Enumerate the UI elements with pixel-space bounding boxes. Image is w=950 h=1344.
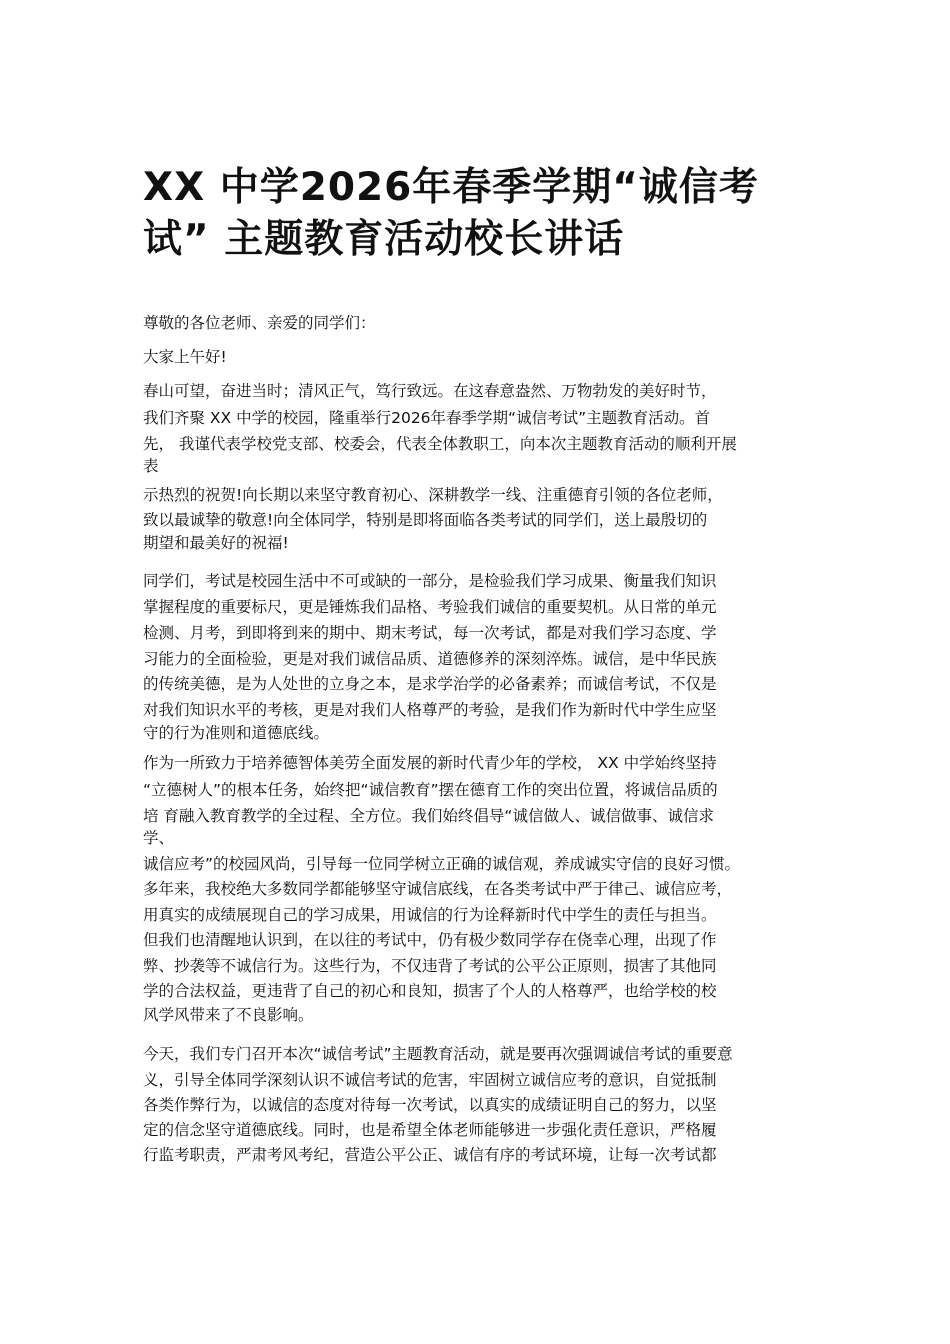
body-line: 检测、月考，到即将到来的期中、期末考试，每一次考试，都是对我们学习态度、学	[143, 624, 717, 642]
body-line: 用真实的成绩展现自己的学习成果，用诚信的行为诠释新时代中学生的责任与担当。	[143, 906, 717, 924]
body-line: 春山可望，奋进当时；清风正气，笃行致远。在这春意盎然、万物勃发的美好时节，	[143, 382, 717, 400]
body-line: 诚信应考”的校园风尚，引导每一位同学树立正确的诚信观，养成诚实守信的良好习惯。	[143, 855, 741, 873]
body-line: 今天，我们专门召开本次“诚信考试”主题教育活动，就是要再次强调诚信考试的重要意	[143, 1045, 733, 1063]
body-line: 风学风带来了不良影响。	[143, 1006, 314, 1024]
body-line: 作为一所致力于培养德智体美劳全面发展的新时代青少年的学校， XX 中学始终坚持	[143, 754, 717, 772]
body-line: 学的合法权益，更违背了自己的初心和良知，损害了个人的人格尊严，也给学校的校	[143, 982, 717, 1000]
greeting: 大家上午好!	[143, 348, 227, 366]
body-line: 定的信念坚守道德底线。同时，也是希望全体老师能够进一步强化责任意识，严格履	[143, 1121, 717, 1139]
body-line: 先， 我谨代表学校党支部、校委会，代表全体教职工，向本次主题教育活动的顺利开展	[143, 435, 737, 453]
body-line: 多年来，我校绝大多数同学都能够坚守诚信底线，在各类考试中严于律己、诚信应考，	[143, 880, 733, 898]
body-line: “立德树人”的根本任务，始终把“诚信教育”摆在德育工作的突出位置，将诚信品质的	[143, 781, 718, 799]
body-line: 表	[143, 457, 159, 475]
body-line: 义，引导全体同学深刻认识不诚信考试的危害，牢固树立诚信应考的意识，自觉抵制	[143, 1071, 717, 1089]
body-line: 示热烈的祝贺!向长期以来坚守教育初心、深耕教学一线、注重德育引领的各位老师，	[143, 486, 723, 504]
body-line: 习能力的全面检验，更是对我们诚信品质、道德修养的深刻淬炼。诚信，是中华民族	[143, 650, 717, 668]
body-line: 的传统美德，是为人处世的立身之本，是求学治学的必备素养；而诚信考试，不仅是	[143, 675, 717, 693]
body-line: 学、	[143, 829, 175, 847]
body-line: 致以最诚挚的敬意!向全体同学，特别是即将面临各类考试的同学们，送上最殷切的	[143, 511, 708, 529]
body-line: 掌握程度的重要标尺，更是锤炼我们品格、考验我们诚信的重要契机。从日常的单元	[143, 598, 717, 616]
body-line: 守的行为准则和道德底线。	[143, 724, 330, 742]
body-line: 行监考职责，严肃考风考纪，营造公平公正、诚信有序的考试环境，让每一次考试都	[143, 1146, 717, 1164]
body-line: 各类作弊行为，以诚信的态度对待每一次考试，以真实的成绩证明自己的努力，以坚	[143, 1096, 717, 1114]
document-title-line-1: XX 中学2026年春季学期“诚信考	[143, 165, 759, 210]
body-line: 我们齐聚 XX 中学的校园，隆重举行2026年春季学期“诚信考试”主题教育活动。首	[143, 409, 711, 427]
body-line: 弊、抄袭等不诚信行为。这些行为，不仅违背了考试的公平公正原则，损害了其他同	[143, 957, 717, 975]
salutation: 尊敬的各位老师、亲爱的同学们：	[143, 314, 376, 332]
body-line: 对我们知识水平的考核，更是对我们人格尊严的考验，是我们作为新时代中学生应坚	[143, 701, 717, 719]
body-line: 期望和最美好的祝福!	[143, 534, 289, 552]
body-line: 但我们也清醒地认识到，在以往的考试中，仍有极少数同学存在侥幸心理，出现了作	[143, 931, 717, 949]
body-line: 培 育融入教育教学的全过程、全方位。我们始终倡导“诚信做人、诚信做事、诚信求	[143, 807, 714, 825]
body-line: 同学们，考试是校园生活中不可或缺的一部分，是检验我们学习成果、衡量我们知识	[143, 572, 717, 590]
document-title-line-2: 试” 主题教育活动校长讲话	[143, 217, 625, 262]
